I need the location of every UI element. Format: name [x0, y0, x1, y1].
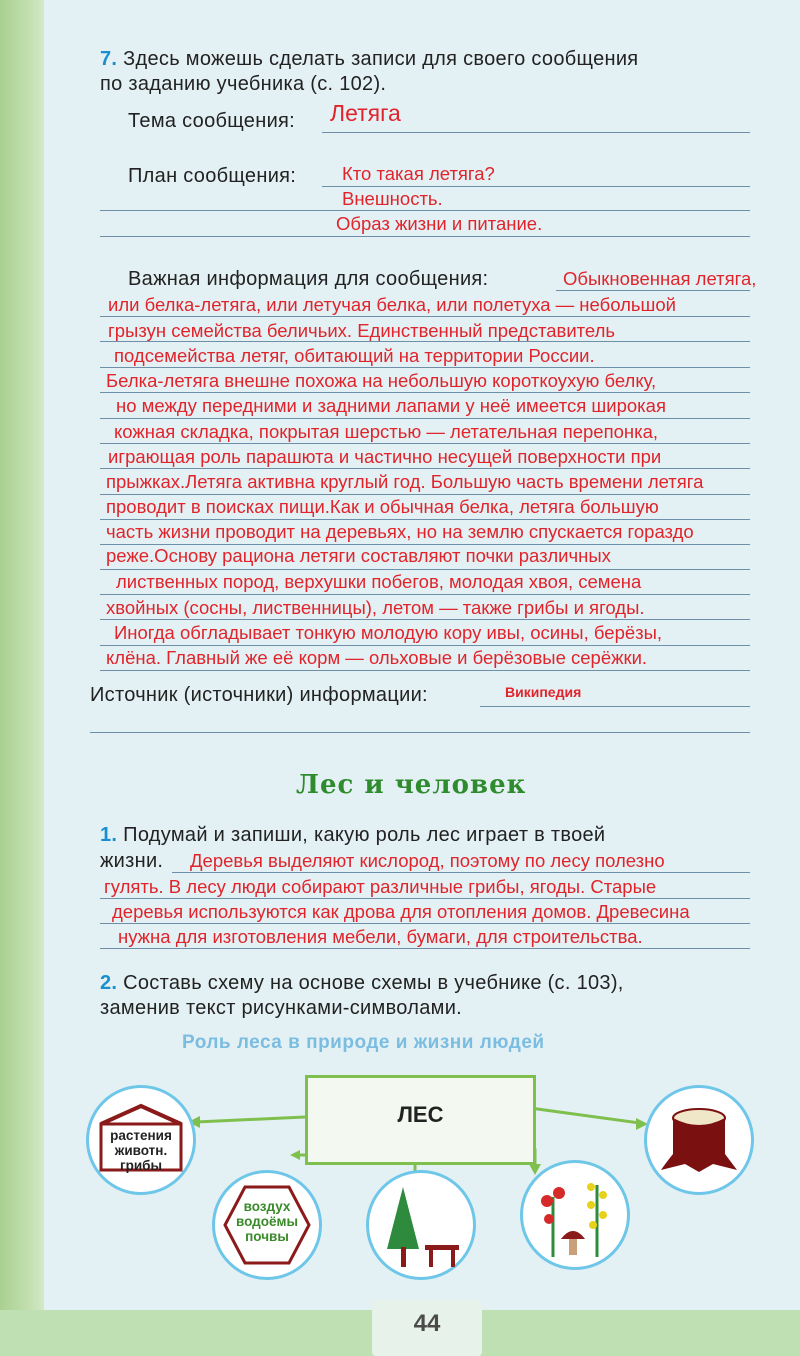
writing-line [556, 290, 750, 291]
topic-label: Тема сообщения: [128, 110, 296, 132]
circle-food [520, 1160, 630, 1270]
writing-line [100, 645, 750, 646]
writing-line [480, 706, 750, 707]
writing-line [100, 341, 750, 342]
topic-answer: Летяга [330, 100, 401, 126]
task7-intro-line1: 7. Здесь можешь сделать записи для своего сообщения [100, 48, 639, 70]
info-line: лиственных пород, верхушки побегов, молодая хвоя, семена [116, 571, 642, 592]
info-line: но между передними и задними лапами у неё имеется широкая [116, 395, 666, 416]
writing-line [100, 569, 750, 570]
circle-rest [366, 1170, 476, 1280]
task1-answer-line: Деревья выделяют кислород, поэтому по лесу полезно [190, 850, 665, 871]
info-line: Иногда обгладывает тонкую молодую кору ивы, осины, берёзы, [114, 622, 663, 643]
writing-line [100, 392, 750, 393]
task2-number: 2. [100, 972, 118, 994]
source-label: Источник (источники) информации: [90, 684, 428, 706]
task1-answer-line: деревья используются как дрова для отопления домов. Древесина [112, 901, 690, 922]
writing-line [100, 948, 750, 949]
plan-item-1: Кто такая летяга? [342, 163, 495, 184]
writing-line [100, 923, 750, 924]
tree-bench-icon [377, 1183, 465, 1273]
info-line: проводит в поисках пищи.Как и обычная белка, летяга большую [106, 496, 659, 517]
info-line: прыжках.Летяга активна круглый год. Большую часть времени летяга [106, 471, 704, 492]
info-line: или белка-летяга, или летучая белка, или полетуха — небольшой [108, 294, 676, 315]
circle-inanimate-nature [212, 1170, 322, 1280]
house-labels: растения животн. грибы [110, 1128, 172, 1173]
writing-line [100, 519, 750, 520]
circle-wood [644, 1085, 754, 1195]
info-label: Важная информация для сообщения: [128, 268, 489, 290]
task2-line2: заменив текст рисунками-символами. [100, 997, 463, 1019]
center-label: ЛЕС [397, 1102, 444, 1127]
diagram-title: Роль леса в природе и жизни людей [182, 1032, 545, 1053]
info-line: грызун семейства беличьих. Единственный представитель [108, 320, 616, 341]
writing-line [100, 210, 750, 211]
plan-item-2: Внешность. [342, 188, 443, 209]
plants-mushroom-icon [531, 1173, 619, 1263]
task1-answer-line: нужна для изготовления мебели, бумаги, для строительства. [118, 926, 643, 947]
writing-line [90, 732, 750, 733]
plan-item-3: Образ жизни и питание. [336, 213, 543, 234]
section-heading: Лес и человек [296, 770, 527, 800]
writing-line [100, 443, 750, 444]
writing-line [100, 494, 750, 495]
hexagon-labels: воздух водоёмы почвы [235, 1199, 299, 1244]
info-line: подсемейства летяг, обитающий на территории России. [114, 345, 595, 366]
writing-line [100, 236, 750, 237]
info-line: реже.Основу рациона летяги составляют почки различных [106, 545, 611, 566]
writing-line [100, 418, 750, 419]
task1-answer-line: гулять. В лесу люди собирают различные грибы, ягоды. Старые [104, 876, 657, 897]
task2-line1: 2. Составь схему на основе схемы в учебнике (с. 103), [100, 972, 624, 994]
writing-line [322, 186, 750, 187]
writing-line [322, 132, 750, 133]
writing-line [172, 872, 750, 873]
task7-intro-line2: по заданию учебника (с. 102). [100, 73, 387, 95]
task1-line1: 1. Подумай и запиши, какую роль лес играет в твоей [100, 824, 606, 846]
writing-line [100, 898, 750, 899]
circle-living-nature [86, 1085, 196, 1195]
writing-line [100, 468, 750, 469]
writing-line [100, 316, 750, 317]
info-line: играющая роль парашюта и частично несущей поверхности при [108, 446, 662, 467]
info-line: кожная складка, покрытая шерстью — летательная перепонка, [114, 421, 659, 442]
info-line: Белка-летяга внешне похожа на небольшую короткоухую белку, [106, 370, 657, 391]
task7-number: 7. [100, 48, 118, 70]
task1-number: 1. [100, 824, 118, 846]
info-line: хвойных (сосны, лиственницы), летом — также грибы и ягоды. [106, 597, 645, 618]
task1-line2: жизни. [100, 850, 164, 872]
writing-line [100, 670, 750, 671]
info-line: часть жизни проводит на деревьях, но на землю спускается гораздо [106, 521, 694, 542]
info-line: Обыкновенная летяга, [563, 268, 757, 289]
writing-line [100, 544, 750, 545]
writing-line [100, 367, 750, 368]
plan-label: План сообщения: [128, 165, 297, 187]
center-box-forest [305, 1075, 536, 1165]
page-number: 44 [413, 1310, 441, 1337]
info-line: клёна. Главный же её корм — ольховые и берёзовые серёжки. [106, 647, 648, 668]
writing-line [100, 594, 750, 595]
tree-stump-icon [655, 1102, 743, 1182]
writing-line [100, 619, 750, 620]
source-answer: Википедия [505, 684, 582, 700]
